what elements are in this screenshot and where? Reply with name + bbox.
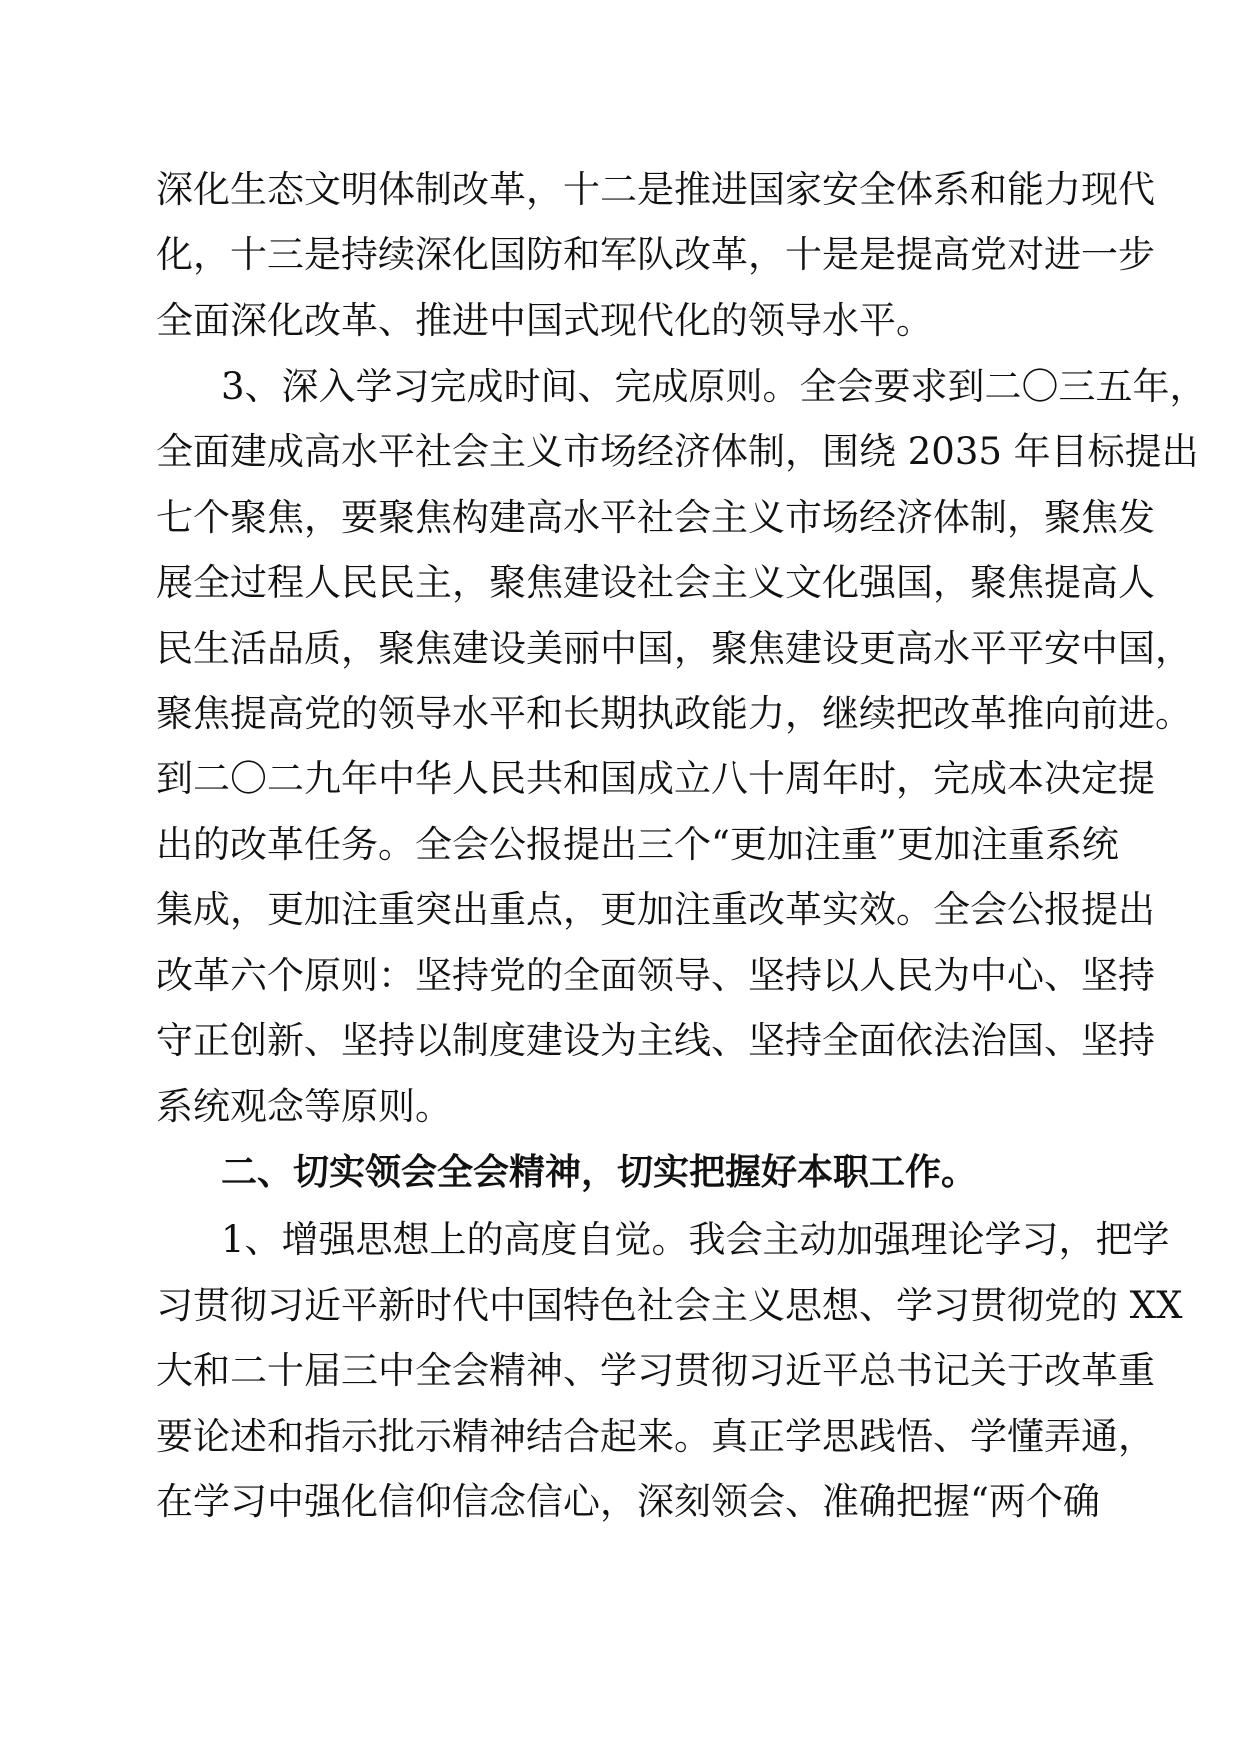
body-text-line: 习贯彻习近平新时代中国特色社会主义思想、学习贯彻党的 XX: [156, 1284, 1183, 1327]
body-text-line: 改革六个原则：坚持党的全面领导、坚持以人民为中心、坚持: [156, 954, 1155, 997]
body-text-line: 民生活品质，聚焦建设美丽中国，聚焦建设更高水平平安中国，: [156, 627, 1192, 670]
body-text-line: 到二〇二九年中华人民共和国成立八十周年时，完成本决定提: [156, 757, 1155, 800]
body-text-line: 全面建成高水平社会主义市场经济体制，围绕 2035 年目标提出: [156, 430, 1199, 473]
body-text-line: 全面深化改革、推进中国式现代化的领导水平。: [156, 299, 933, 342]
body-text-line: 化，十三是持续深化国防和军队改革，十是是提高党对进一步: [156, 233, 1155, 276]
body-text-line: 守正创新、坚持以制度建设为主线、坚持全面依法治国、坚持: [156, 1019, 1155, 1062]
body-text-line: 聚焦提高党的领导水平和长期执政能力，继续把改革推向前进。: [156, 692, 1192, 735]
body-text-line: 深化生态文明体制改革，十二是推进国家安全体系和能力现代: [156, 168, 1155, 211]
body-text-line: 七个聚焦，要聚焦构建高水平社会主义市场经济体制，聚焦发: [156, 496, 1155, 539]
body-text-line: 展全过程人民民主，聚焦建设社会主义文化强国，聚焦提高人: [156, 561, 1155, 604]
body-text-line: 系统观念等原则。: [156, 1085, 452, 1128]
numbered-paragraph-start: 1、增强思想上的高度自觉。我会主动加强理论学习，把学: [221, 1218, 1170, 1261]
section-heading: 二、切实领会全会精神，切实把握好本职工作。: [221, 1152, 978, 1193]
body-text-line: 大和二十届三中全会精神、学习贯彻习近平总书记关于改革重: [156, 1349, 1155, 1392]
numbered-paragraph-start: 3、深入学习完成时间、完成原则。全会要求到二〇三五年，: [221, 365, 1207, 408]
body-text-line: 出的改革任务。全会公报提出三个“更加注重”更加注重系统: [156, 823, 1119, 866]
body-text-line: 在学习中强化信仰信念信心，深刻领会、准确把握“两个确: [156, 1480, 1100, 1523]
body-text-line: 要论述和指示批示精神结合起来。真正学思践悟、学懂弄通，: [156, 1415, 1155, 1458]
body-text-line: 集成，更加注重突出重点，更加注重改革实效。全会公报提出: [156, 888, 1155, 931]
